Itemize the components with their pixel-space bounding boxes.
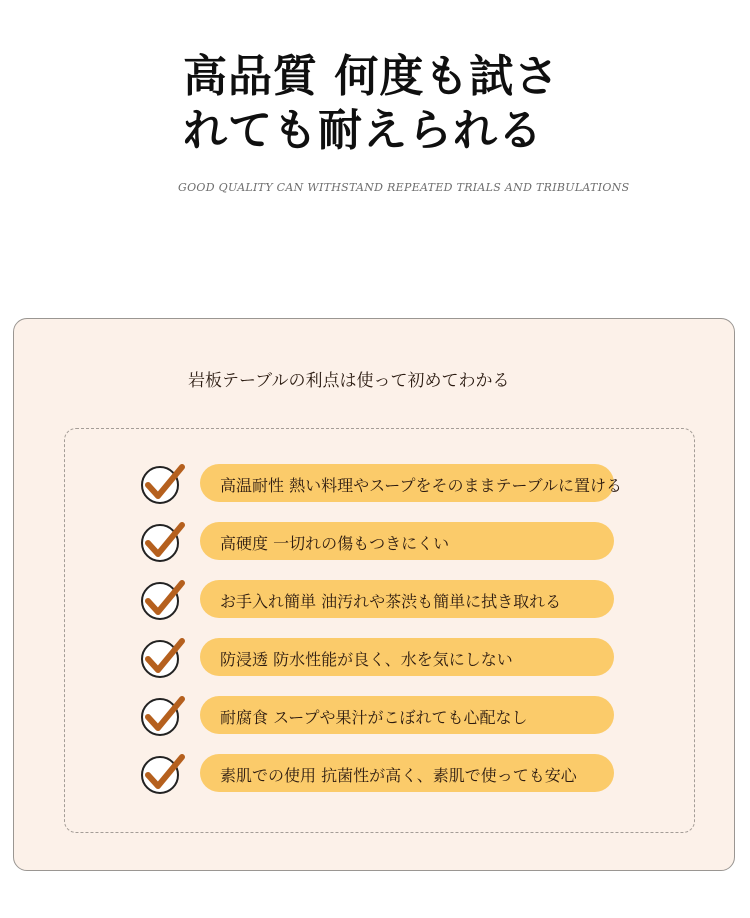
- panel-title: 岩板テーブルの利点は使って初めてわかる: [188, 371, 510, 391]
- feature-row: [0, 461, 750, 511]
- feature-text: 高硬度 一切れの傷もつきにくい: [220, 534, 450, 553]
- subtitle: GOOD QUALITY CAN WITHSTAND REPEATED TRIALS AND TRIBULATIONS: [178, 181, 630, 194]
- check-circle-icon: [140, 519, 186, 565]
- check-circle-icon: [140, 751, 186, 797]
- headline: [183, 50, 603, 158]
- check-circle-icon: [140, 577, 186, 623]
- feature-text: 素肌での使用 抗菌性が高く、素肌で使っても安心: [220, 766, 577, 785]
- feature-text: お手入れ簡単 油汚れや茶渋も簡単に拭き取れる: [220, 592, 562, 611]
- feature-row: [0, 693, 750, 743]
- feature-row: [0, 635, 750, 685]
- check-circle-icon: [140, 461, 186, 507]
- check-circle-icon: [140, 693, 186, 739]
- check-circle-icon: [140, 635, 186, 681]
- feature-text: 耐腐食 スープや果汁がこぼれても心配なし: [220, 708, 528, 727]
- feature-row: [0, 577, 750, 627]
- feature-row: [0, 751, 750, 801]
- feature-text: 高温耐性 熱い料理やスープをそのままテーブルに置ける: [220, 476, 623, 495]
- feature-text: 防浸透 防水性能が良く、水を気にしない: [220, 650, 513, 669]
- headline-line-1: 高品質 何度も試さ: [183, 51, 560, 102]
- headline-line-2: れても耐えられる: [183, 105, 543, 156]
- feature-row: [0, 519, 750, 569]
